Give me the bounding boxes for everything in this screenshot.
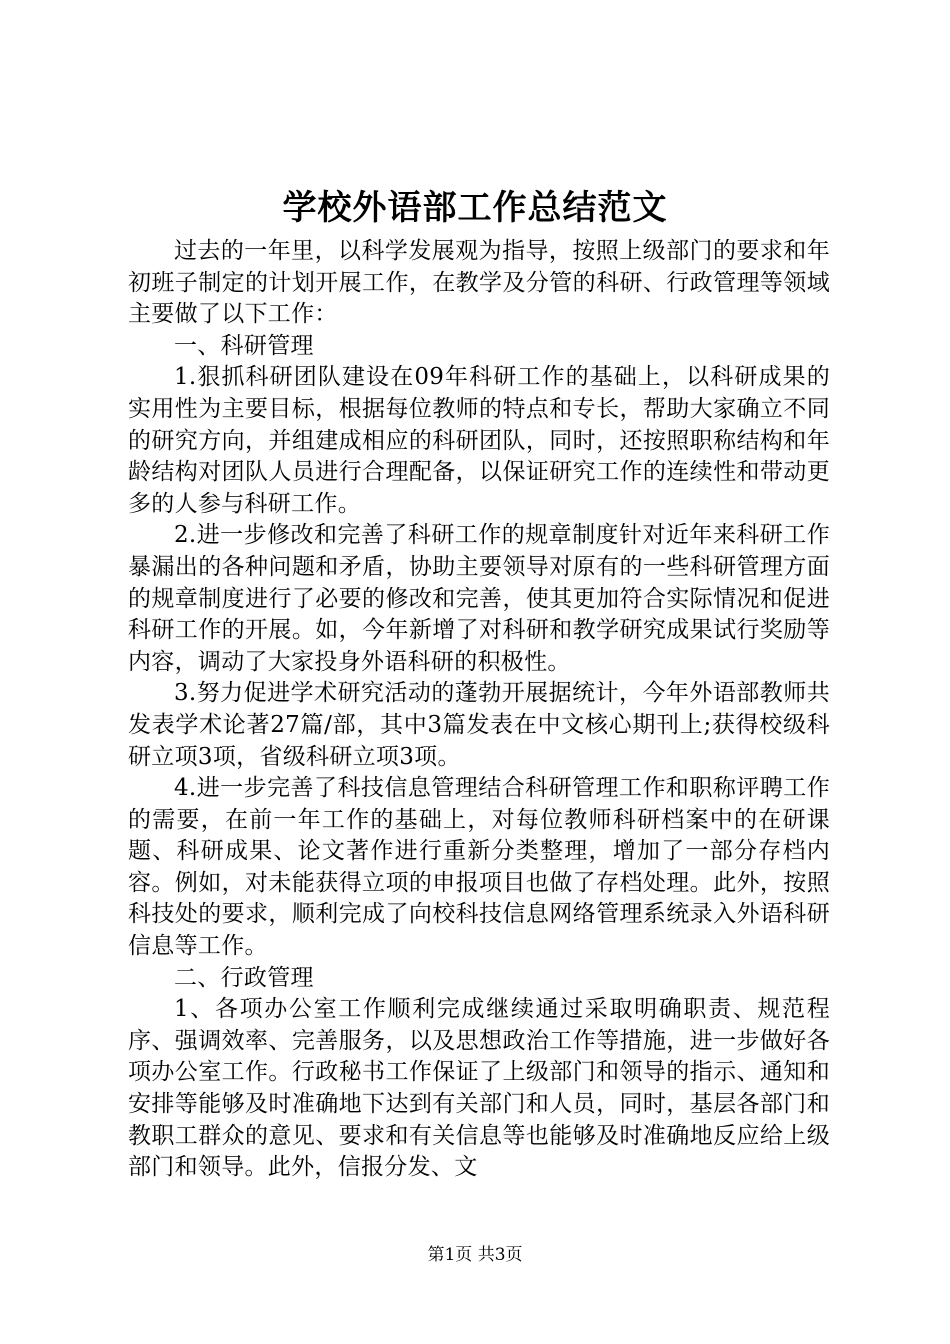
paragraph-research-4: 4.进一步完善了科技信息管理结合科研管理工作和职称评聘工作的需要，在前一年工作的基础上，对每位教师科研档案中的在研课题、科研成果、论文著作进行重新分类整理，增加了一部分存档内容。例如，对未能获得立项的申报项目也做了存档处理。此外，按照科技处的要求，顺利完成了向校科技信息网络管理系统录入外语科研信息等工作。 [128, 775, 830, 960]
paragraph-research-2: 2.进一步修改和完善了科研工作的规章制度针对近年来科研工作暴漏出的各种问题和矛盾，协助主要领导对原有的一些科研管理方面的规章制度进行了必要的修改和完善，使其更加符合实际情况和促进科研工作的开展。如，今年新增了对科研和教学研究成果试行奖励等内容，调动了大家投身外语科研的积极性。 [128, 522, 830, 675]
document-body [128, 236, 830, 1184]
paragraph-admin-1: 1、各项办公室工作顺利完成继续通过采取明确职责、规范程序、强调效率、完善服务，以及思想政治工作等措施，进一步做好各项办公室工作。行政秘书工作保证了上级部门和领导的指示、通知和安排等能够及时准确地下达到有关部门和人员，同时，基层各部门和教职工群众的意见、要求和有关信息等也能够及时准确地反应给上级部门和领导。此外，信报分发、文 [128, 996, 830, 1181]
paragraph-research-3: 3.努力促进学术研究活动的蓬勃开展据统计，今年外语部教师共发表学术论著27篇/部，其中3篇发表在中文核心期刊上;获得校级科研立项3项，省级科研立项3项。 [128, 680, 830, 770]
document-title: 学校外语部工作总结范文 [282, 188, 668, 228]
section-heading-admin: 二、行政管理 [174, 964, 314, 991]
paragraph-research-1: 1.狠抓科研团队建设在09年科研工作的基础上，以科研成果的实用性为主要目标，根据每位教师的特点和专长，帮助大家确立不同的研究方向，并组建成相应的科研团队，同时，还按照职称结构和年龄结构对团队人员进行合理配备，以保证研究工作的连续性和带动更多的人参与科研工作。 [128, 364, 830, 517]
paragraph-intro: 过去的一年里，以科学发展观为指导，按照上级部门的要求和年初班子制定的计划开展工作，在教学及分管的科研、行政管理等领域主要做了以下工作： [128, 238, 830, 328]
page-footer: 第1页 共3页 [427, 1245, 523, 1265]
section-heading-research: 一、科研管理 [174, 332, 314, 359]
